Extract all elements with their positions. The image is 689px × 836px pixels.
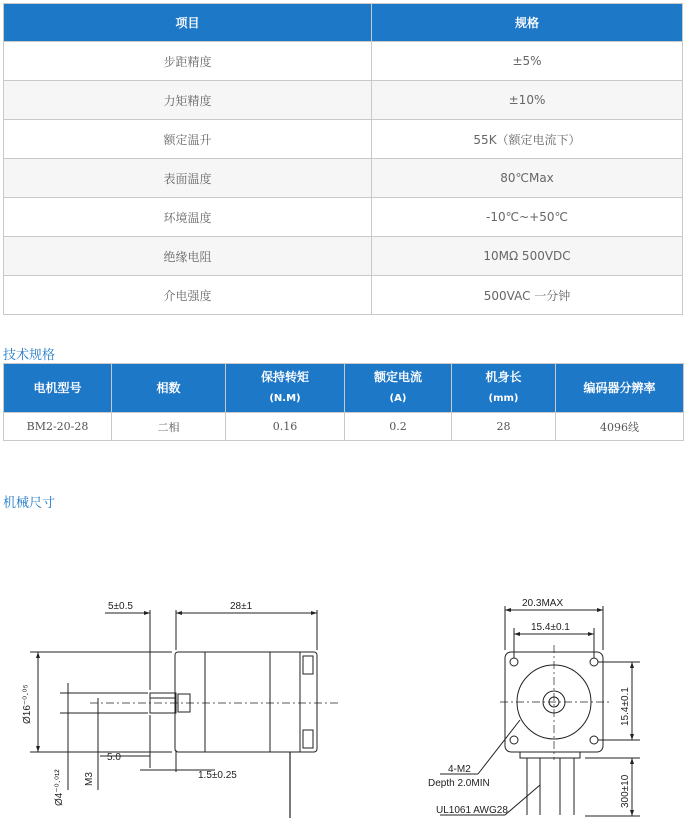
spec-label: 力矩精度 (4, 81, 372, 120)
dim-square: 20.3MAX (522, 598, 564, 609)
header-length: 机身长 (mm) (452, 364, 556, 413)
table-row (4, 198, 683, 237)
spec-header-row (4, 4, 683, 42)
spec-label: 步距精度 (4, 42, 372, 81)
header-torque: 保持转矩 (N.M) (226, 364, 345, 413)
cell-phase: 二相 (112, 413, 226, 441)
hole-label: 4-M2 (448, 764, 471, 775)
tech-header-row (4, 364, 684, 413)
spec-value: 80℃Max (372, 159, 683, 198)
spec-header-item: 项目 (4, 4, 372, 42)
table-row (4, 159, 683, 198)
spec-value: ±10% (372, 81, 683, 120)
motor-body-outline (175, 652, 317, 752)
spec-header-spec: 规格 (372, 4, 683, 42)
cell-model: BM2-20-28 (4, 413, 112, 441)
dim-body-length: 28±1 (230, 601, 253, 612)
dim-front-shaft: 5±0.5 (108, 601, 133, 612)
cell-current: 0.2 (345, 413, 452, 441)
spec-label: 介电强度 (4, 276, 372, 315)
tech-spec-table (3, 363, 684, 441)
dim-lead-length: 300±10 (620, 774, 631, 808)
table-row (4, 42, 683, 81)
header-phase: 相数 (112, 364, 226, 413)
dim-diameter: Ø16⁻⁰·⁰⁵ (22, 684, 33, 724)
spec-label: 额定温升 (4, 120, 372, 159)
spec-value: 500VAC 一分钟 (372, 276, 683, 315)
spec-table (3, 3, 683, 315)
table-row (4, 81, 683, 120)
dim-flat: 5.0 (107, 752, 121, 763)
dim-thread: M3 (84, 772, 95, 786)
tech-spec-title: 技术规格 (3, 348, 56, 363)
dim-hole-spacing-h: 15.4±0.1 (531, 622, 570, 633)
cell-torque: 0.16 (226, 413, 345, 441)
table-row (4, 276, 683, 315)
spec-value: ±5% (372, 42, 683, 81)
table-row (4, 120, 683, 159)
spec-label: 表面温度 (4, 159, 372, 198)
spec-value: 10MΩ 500VDC (372, 237, 683, 276)
header-current: 额定电流 (A) (345, 364, 452, 413)
dim-step: 1.5±0.25 (198, 770, 237, 781)
dim-hole-spacing-v: 15.4±0.1 (620, 687, 631, 726)
table-row (4, 413, 684, 441)
table-row (4, 237, 683, 276)
header-model: 电机型号 (4, 364, 112, 413)
hole-depth-label: Depth 2.0MIN (428, 778, 490, 789)
cell-encoder: 4096线 (556, 413, 684, 441)
mech-dim-title: 机械尺寸 (3, 496, 56, 511)
mechanical-drawing (0, 590, 689, 836)
spec-value: 55K（额定电流下） (372, 120, 683, 159)
spec-label: 环境温度 (4, 198, 372, 237)
dim-shaft-dia: Ø4⁻⁰·⁰¹² (54, 769, 65, 806)
spec-value: -10℃~+50℃ (372, 198, 683, 237)
wire-label: UL1061 AWG28 (436, 805, 508, 816)
cell-length: 28 (452, 413, 556, 441)
header-encoder: 编码器分辨率 (556, 364, 684, 413)
spec-label: 绝缘电阻 (4, 237, 372, 276)
